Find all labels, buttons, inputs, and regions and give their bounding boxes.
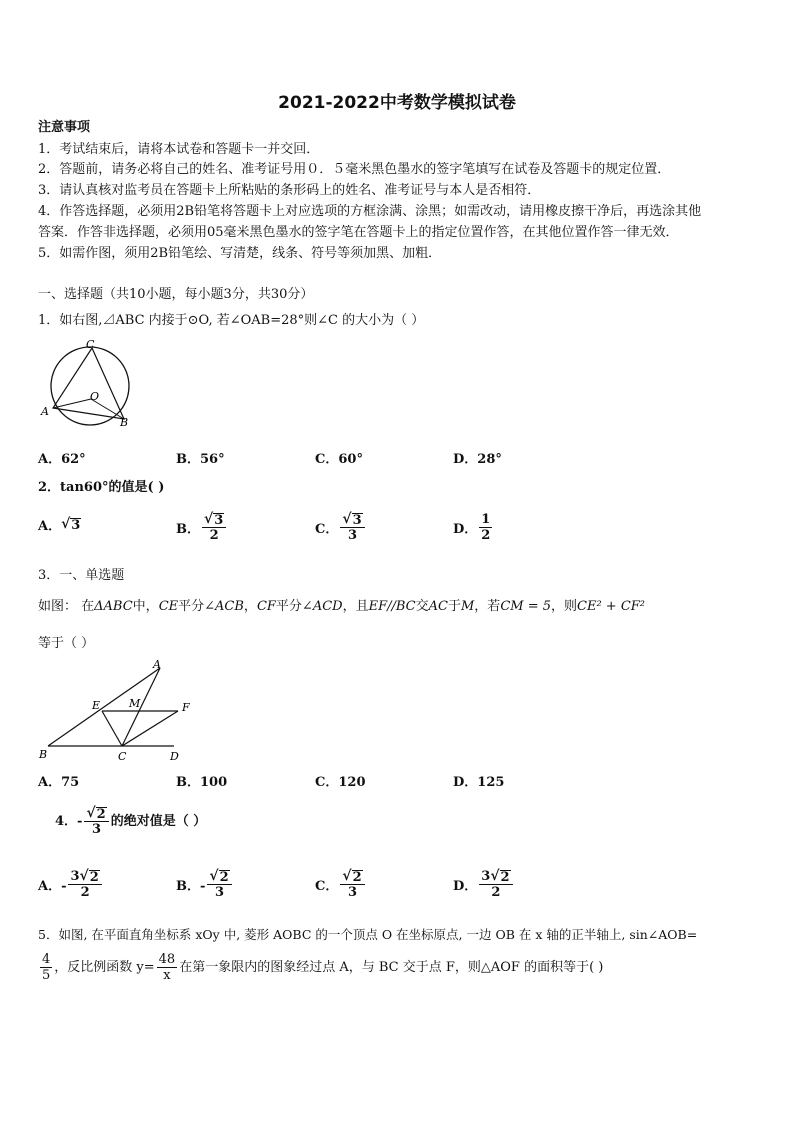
section-heading: 一、选择题（共10小题，每小题3分，共30分） bbox=[38, 287, 314, 302]
notice-heading: 注意事项 bbox=[38, 120, 91, 135]
q5-sin-denominator: 5 bbox=[42, 968, 51, 983]
q2-option-a[interactable] bbox=[38, 515, 81, 534]
notice-item-1: 1．考试结束后，请将本试卷和答题卡一并交回． bbox=[38, 142, 320, 157]
q3-cm5: CM = 5 bbox=[500, 599, 551, 614]
q3-text-line2: 等于（ ） bbox=[38, 636, 95, 651]
q4-option-b-label: B．- bbox=[176, 879, 206, 894]
q3-m: M bbox=[460, 599, 475, 614]
q3-sum: CE² + CF² bbox=[577, 599, 645, 614]
q4-option-a-label: A．- bbox=[38, 879, 67, 894]
q2-b-radicand: 3 bbox=[214, 513, 224, 528]
q3-t5: 平分 bbox=[275, 599, 302, 614]
q4-d-fraction: 3 √ 2 2 bbox=[479, 869, 512, 900]
q2-a-radicand: 3 bbox=[71, 518, 81, 533]
q4-option-d-label: D． bbox=[453, 879, 478, 894]
label-b: B bbox=[39, 748, 48, 761]
q3-option-a[interactable]: A．75 bbox=[38, 775, 80, 790]
q4-text bbox=[55, 806, 206, 837]
q2-c-denominator: 3 bbox=[347, 528, 357, 543]
q4-a-fraction: 3 √ 2 2 bbox=[68, 869, 101, 900]
q4-denominator: 3 bbox=[92, 822, 102, 837]
q2-option-b-label: B． bbox=[176, 522, 200, 537]
q1-option-b[interactable]: B．56° bbox=[176, 452, 225, 467]
q2-d-numerator: 1 bbox=[481, 512, 491, 527]
q2-option-d-label: D． bbox=[453, 522, 478, 537]
q3-t9: ，若 bbox=[474, 599, 501, 614]
sqrt-symbol: √ 3 bbox=[61, 516, 81, 533]
q1-option-a[interactable]: A．62° bbox=[38, 452, 86, 467]
q4-d-coef: 3 bbox=[481, 869, 491, 884]
q4-option-c[interactable] bbox=[315, 869, 367, 900]
q3-t6: ，且 bbox=[342, 599, 369, 614]
q4-option-a[interactable] bbox=[38, 869, 104, 900]
q4-b-fraction: √ 2 3 bbox=[207, 869, 231, 900]
label-f: F bbox=[182, 701, 190, 714]
q2-option-a-label: A． bbox=[38, 519, 62, 534]
q2-c-radicand: 3 bbox=[352, 513, 362, 528]
label-o: O bbox=[90, 390, 100, 403]
q2-b-denominator: 2 bbox=[209, 528, 219, 543]
q5-mid1: ，反比例函数 y= bbox=[54, 959, 155, 975]
q5-sin-numerator: 4 bbox=[42, 952, 51, 967]
q2-option-c-label: C． bbox=[315, 522, 339, 537]
q3-tri: ΔABC bbox=[94, 599, 133, 614]
q3-t4: ， bbox=[243, 599, 257, 614]
q2-option-d[interactable] bbox=[453, 512, 494, 543]
q5-k-numerator: 48 bbox=[158, 952, 176, 967]
q1-option-d[interactable]: D．28° bbox=[453, 452, 502, 467]
notice-item-4: 4．作答选择题，必须用2B铅笔将答题卡上对应选项的方框涂满、涂黑；如需改动，请用橡皮擦干净后，再选涂其他 bbox=[38, 204, 702, 219]
q4-a-radicand: 2 bbox=[89, 870, 99, 885]
q4-radicand: 2 bbox=[96, 807, 106, 822]
q5-k-fraction bbox=[157, 952, 178, 983]
q3-option-c[interactable]: C．120 bbox=[315, 775, 366, 790]
q5-text-line1: 5．如图, 在平面直角坐标系 xOy 中, 菱形 AOBC 的一个顶点 O 在坐标原点, 一边 OB 在 x 轴的正半轴上, sin∠AOB= bbox=[38, 927, 698, 942]
q3-t7: 交 bbox=[415, 599, 429, 614]
q3-heading: 3．一、单选题 bbox=[38, 568, 125, 583]
label-d: D bbox=[170, 750, 179, 763]
label-e: E bbox=[92, 699, 101, 712]
q3-t8: 于 bbox=[447, 599, 461, 614]
notice-item-3: 3．请认真核对监考员在答题卡上所粘贴的条形码上的姓名、准考证号与本人是否相符． bbox=[38, 183, 541, 198]
q3-acd: ∠ACD bbox=[301, 599, 343, 614]
q4-a-denominator: 2 bbox=[80, 885, 90, 900]
q3-t10: ，则 bbox=[551, 599, 578, 614]
notice-item-5: 5．如需作图，须用2B铅笔绘、写清楚，线条、符号等须加黑、加粗． bbox=[38, 246, 442, 261]
q2-d-fraction bbox=[479, 512, 492, 543]
q5-text-line2 bbox=[38, 952, 603, 983]
q2-b-fraction: √ 3 2 bbox=[202, 512, 226, 543]
label-c: C bbox=[86, 338, 95, 351]
q4-d-radicand: 2 bbox=[500, 870, 510, 885]
notice-item-2: 2．答题前，请务必将自己的姓名、准考证号用０．５毫米黑色墨水的签字笔填写在试卷及答题卡的规定位置． bbox=[38, 162, 671, 177]
segment-oa bbox=[53, 399, 91, 408]
q5-sin-fraction bbox=[40, 952, 52, 983]
q2-option-c[interactable] bbox=[315, 512, 367, 543]
q2-option-b[interactable] bbox=[176, 512, 228, 543]
q4-option-b[interactable] bbox=[176, 869, 234, 900]
q4-fraction: √ 2 3 bbox=[84, 806, 108, 837]
triangle-abc bbox=[53, 348, 124, 419]
q3-ac: AC bbox=[428, 599, 448, 614]
line-ec bbox=[102, 711, 122, 746]
notice-item-4-cont: 答案．作答非选择题，必须用05毫米黑色墨水的签字笔在答题卡上的指定位置作答，在其他位置作答一律无效． bbox=[38, 225, 679, 240]
q5-k-denominator: x bbox=[163, 968, 171, 983]
label-b: B bbox=[120, 416, 129, 429]
label-m: M bbox=[129, 697, 141, 710]
q3-triangle-figure bbox=[36, 657, 196, 767]
q3-t1: 如图： 在 bbox=[38, 599, 95, 614]
q4-a-coef: 3 bbox=[70, 869, 80, 884]
q3-option-b[interactable]: B．100 bbox=[176, 775, 228, 790]
q3-t3: 平分 bbox=[178, 599, 205, 614]
q2-c-fraction: √ 3 3 bbox=[340, 512, 364, 543]
q3-option-d[interactable]: D．125 bbox=[453, 775, 505, 790]
q3-ce: CE bbox=[158, 599, 179, 614]
q3-cf: CF bbox=[256, 599, 276, 614]
q5-mid2: 在第一象限内的图象经过点 A，与 BC 交于点 F，则△AOF 的面积等于( ) bbox=[179, 959, 604, 975]
q1-text: 1．如右图,⊿ABC 内接于⊙O, 若∠OAB=28°则∠C 的大小为（ ） bbox=[38, 313, 425, 328]
q1-circle-figure bbox=[34, 338, 138, 430]
q3-efbc: EF//BC bbox=[368, 599, 416, 614]
label-c: C bbox=[118, 750, 127, 763]
label-a: A bbox=[153, 658, 161, 671]
q4-c-radicand: 2 bbox=[352, 870, 362, 885]
q3-acb: ∠ACB bbox=[204, 599, 244, 614]
q4-prefix: 4．- bbox=[55, 813, 83, 829]
q4-b-denominator: 3 bbox=[214, 885, 225, 900]
label-a: A bbox=[41, 405, 49, 418]
q4-c-denominator: 3 bbox=[347, 885, 357, 900]
q2-text: 2．tan60°的值是( ) bbox=[38, 480, 165, 495]
q3-text-line1 bbox=[38, 597, 645, 617]
q1-option-c[interactable]: C．60° bbox=[315, 452, 363, 467]
q4-suffix: 的绝对值是（ ） bbox=[110, 813, 207, 829]
q4-option-d[interactable] bbox=[453, 869, 515, 900]
q4-d-denominator: 2 bbox=[491, 885, 501, 900]
line-ba bbox=[48, 668, 160, 746]
q4-option-c-label: C． bbox=[315, 879, 339, 894]
q2-d-denominator: 2 bbox=[481, 528, 491, 543]
q4-b-radicand: 2 bbox=[219, 870, 229, 885]
page-title: 2021-2022中考数学模拟试卷 bbox=[278, 93, 516, 113]
q3-t2: 中， bbox=[132, 599, 159, 614]
q4-c-fraction: √ 2 3 bbox=[340, 869, 364, 900]
